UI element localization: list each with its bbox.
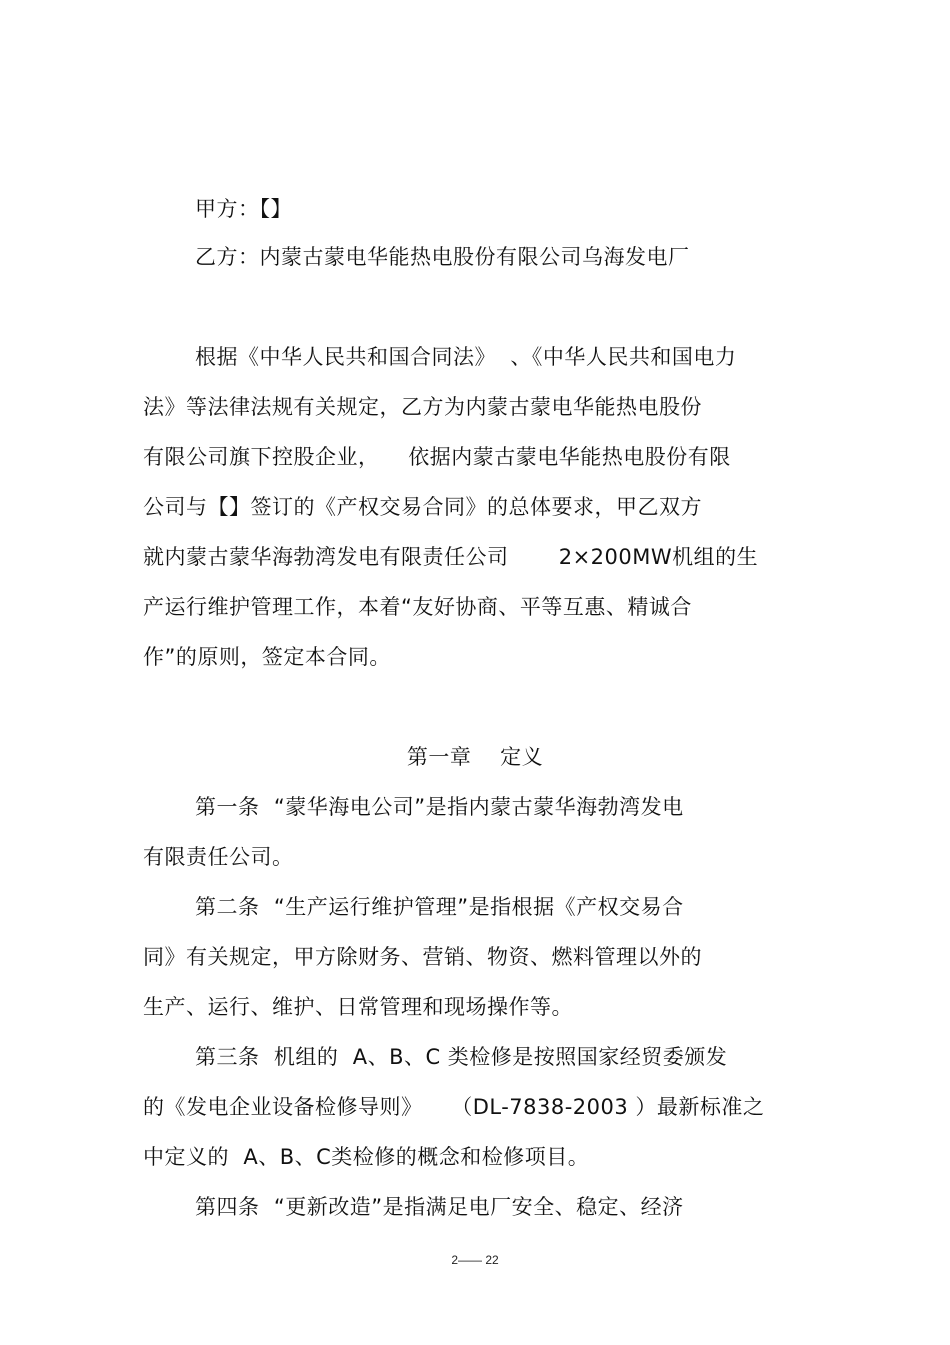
preamble-line: 根据《中华人民共和国合同法》 、《中华人民共和国电力 [195,345,737,369]
party-a-line: 甲方：【】 [195,197,292,221]
party-b-line: 乙方：内蒙古蒙电华能热电股份有限公司乌海发电厂 [195,245,690,269]
article-4-line: 第四条 “更新改造”是指满足电厂安全、稳定、经济 [195,1195,684,1219]
page-number: 2—— 22 [451,1253,499,1267]
preamble-line: 公司与【】签订的《产权交易合同》的总体要求，甲乙双方 [143,495,702,519]
preamble-line: 就内蒙古蒙华海勃湾发电有限责任公司 2×200MW机组的生 [143,545,759,569]
preamble-line: 作”的原则，签定本合同。 [143,645,391,669]
article-1-line: 第一条 “蒙华海电公司”是指内蒙古蒙华海勃湾发电 [195,795,684,819]
article-3-line: 中定义的 A、B、C类检修的概念和检修项目。 [143,1145,590,1169]
preamble-line: 产运行维护管理工作，本着“友好协商、平等互惠、精诚合 [143,595,692,619]
preamble-line: 法》等法律法规有关规定，乙方为内蒙古蒙电华能热电股份 [143,395,702,419]
article-3-line: 的《发电企业设备检修导则》 （DL-7838-2003 ）最新标准之 [143,1095,765,1119]
chapter-title: 第一章 定义 [406,745,544,769]
article-2-line: 同》有关规定，甲方除财务、营销、物资、燃料管理以外的 [143,945,702,969]
article-3-line: 第三条 机组的 A、B、C 类检修是按照国家经贸委颁发 [195,1045,728,1069]
article-1-line: 有限责任公司。 [143,845,294,869]
preamble-line: 有限公司旗下控股企业， 依据内蒙古蒙电华能热电股份有限 [143,445,731,469]
article-2-line: 生产、运行、维护、日常管理和现场操作等。 [143,995,573,1019]
article-2-line: 第二条 “生产运行维护管理”是指根据《产权交易合 [195,895,684,919]
